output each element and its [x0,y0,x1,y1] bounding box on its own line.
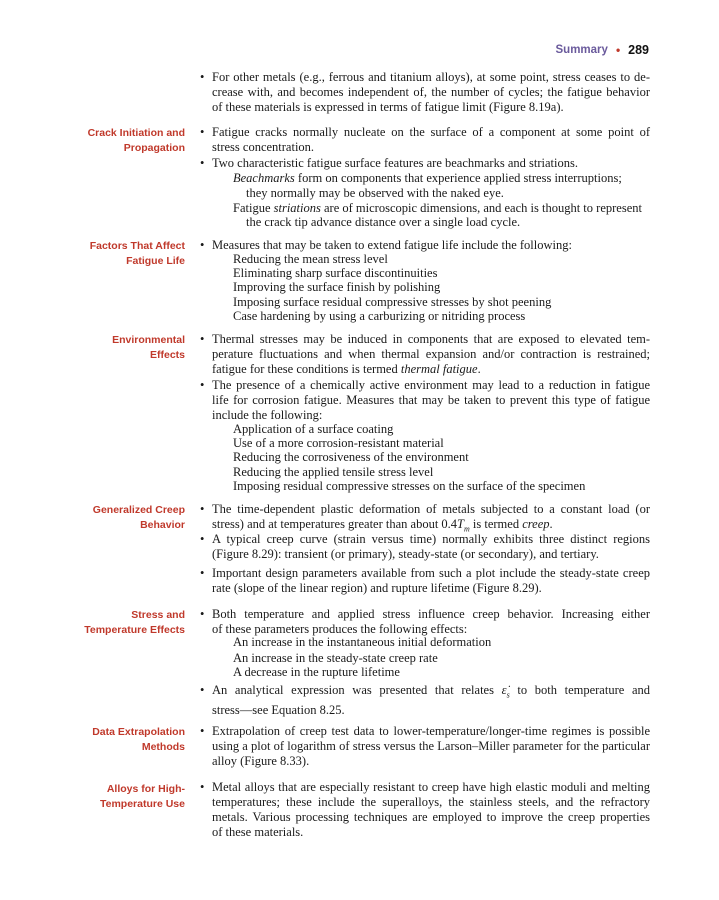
list-item: Imposing residual compressive stresses on the surface of the specimen [233,479,586,493]
margin-heading-creep: Generalized Creep Behavior [92,504,185,531]
page-number: 289 [628,43,649,57]
beachmarks-text-cont: they normally may be observed with the naked eye. [246,186,504,200]
list-item: Eliminating sharp surface discontinuities [233,266,438,280]
header-separator: • [615,43,621,57]
list-item: Application of a surface coating [233,422,394,436]
margin-heading-stress-temperature: Stress and Temperature Effects [84,609,185,636]
list-item: Case hardening by using a carburizing or nitriding process [233,309,526,323]
margin-heading-data-extrapolation: Data Extrapolation Methods [92,726,185,753]
margin-heading-alloys: Alloys for High- Temperature Use [99,783,185,810]
striations-text-cont: the crack tip advance distance over a single load cycle. [246,215,521,229]
list-item: Improving the surface finish by polishing [233,280,441,294]
margin-heading-crack-initiation: Crack Initiation and Propagation [87,127,185,154]
list-item: An increase in the instantaneous initial deformation [233,635,492,649]
list-item: Use of a more corrosion-resistant material [233,436,444,450]
list-item: An increase in the steady-state creep rate [233,651,438,665]
list-item: A decrease in the rupture lifetime [233,665,400,679]
margin-heading-factors: Factors That Affect Fatigue Life [89,240,185,267]
list-item: Imposing surface residual compressive stresses by shot peening [233,295,552,309]
running-header [556,43,649,57]
list-item: Reducing the corrosiveness of the environment [233,450,469,464]
striations-text: Fatigue striations are of microscopic dimensions, and each is thought to represent [233,201,642,215]
beachmarks-text: Beachmarks form on components that experience applied stress interruptions; [233,171,622,185]
margin-heading-environmental: Environmental Effects [112,334,185,361]
section-title: Summary [555,44,608,56]
list-item: Reducing the mean stress level [233,252,388,266]
list-item: Reducing the applied tensile stress level [233,465,434,479]
